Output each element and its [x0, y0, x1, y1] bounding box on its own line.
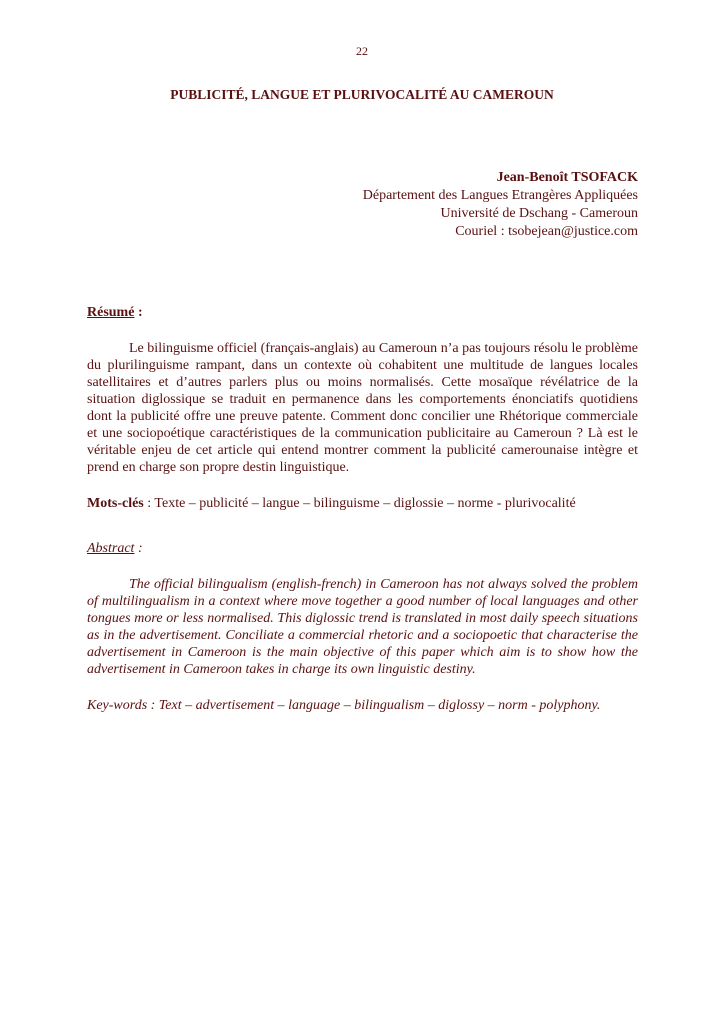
resume-section: [87, 304, 638, 512]
resume-paragraph: Le bilinguisme officiel (français-anglais) au Cameroun n’a pas toujours résolu le problème du plurilinguisme rampant, dans un contexte où cohabitent une multitude de langues locales satellitaires et d’autres parlers plus ou moins normalisés. Cette mosaïque révélatrice de la situation diglossique se traduit en permanence dans les comportements énonciatifs quotidiens dont la publicité offre une preuve patente. Comment donc concilier une Rhétorique commerciale et une sociopoétique caractéristiques de la communication publicitaire au Cameroun ? Là est le véritable enjeu de cet article qui entend montrer comment la publicité camerounaise intègre et prend en charge son propre destin linguistique.: [87, 341, 638, 475]
article-title: PUBLICITÉ, LANGUE ET PLURIVOCALITÉ AU CAMEROUN: [170, 87, 554, 102]
resume-heading: [87, 304, 638, 321]
resume-heading-suffix: :: [134, 305, 143, 320]
author-name: Jean-Benoît TSOFACK: [496, 170, 638, 185]
resume-keywords: [87, 495, 638, 512]
resume-heading-label: Résumé: [87, 305, 135, 320]
abstract-paragraph: The official bilingualism (english-french) in Cameroon has not always solved the problem of multilingualism in a context where move together a good number of local languages and other tongues more or less normalised. This diglossic trend is translated in most daily speech situations as in the advertisement. Conciliate a commercial rhetoric and a sociopoetic that characterise the advertisement in Cameroon is the main objective of this paper which aim is to show how the advertisement in Cameroon takes in charge its own linguistic destiny.: [87, 577, 638, 677]
author-department: Département des Langues Etrangères Appliquées: [362, 188, 638, 203]
resume-keywords-label: Mots-clés: [87, 496, 144, 511]
abstract-section: [87, 540, 638, 714]
abstract-heading-label: Abstract: [87, 541, 135, 556]
author-email: Couriel : tsobejean@justice.com: [455, 224, 638, 239]
abstract-heading-suffix: :: [134, 541, 143, 556]
author-university: Université de Dschang - Cameroun: [440, 206, 638, 221]
page-number: 22: [356, 44, 368, 58]
abstract-heading: [87, 540, 638, 557]
author-block: [363, 169, 638, 241]
resume-keywords-list: : Texte – publicité – langue – bilinguisme – diglossie – norme - plurivocalité: [143, 496, 576, 511]
abstract-keywords: Key-words : Text – advertisement – language – bilingualism – diglossy – norm - polyphony.: [87, 698, 601, 713]
